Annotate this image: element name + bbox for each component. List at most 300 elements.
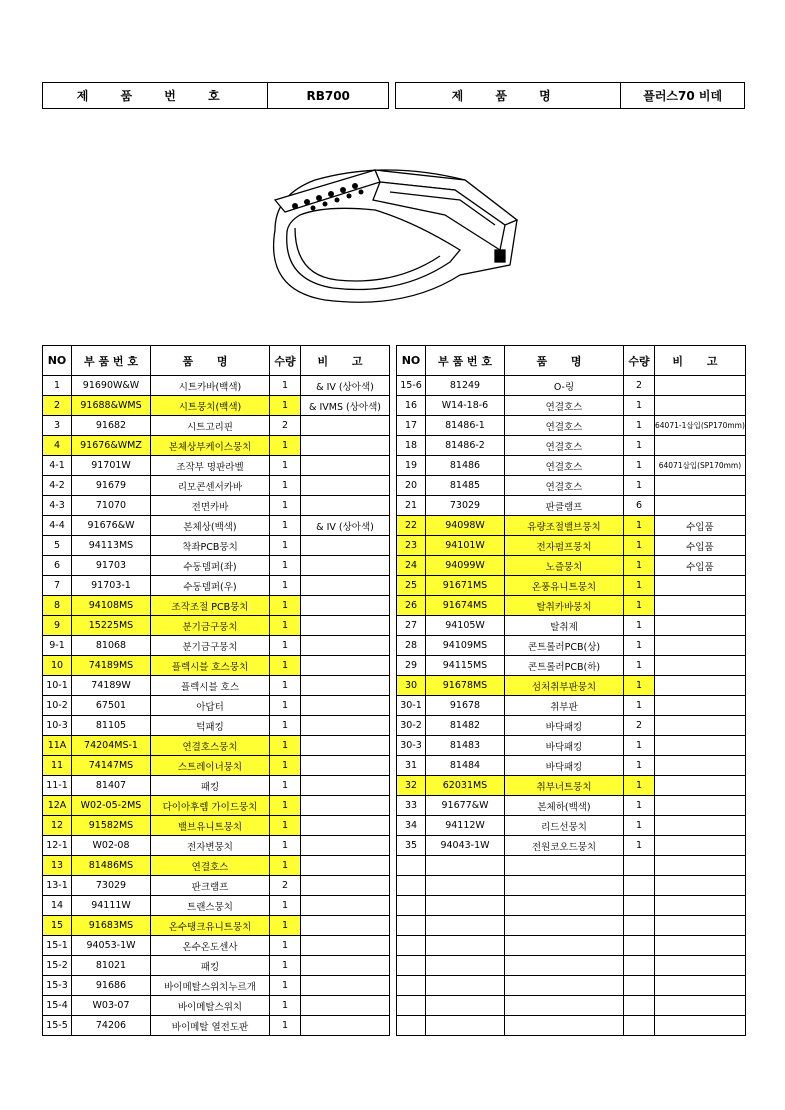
cell-part-no: 94113MS [72,536,151,556]
cell-remark [655,696,746,716]
cell-remark [655,636,746,656]
col-no: NO [397,346,426,376]
cell-no: 11 [43,756,72,776]
table-row [397,416,746,436]
cell-qty: 1 [624,556,655,576]
cell-remark [301,636,390,656]
cell-qty: 1 [624,536,655,556]
cell-qty: 1 [270,556,301,576]
cell-name [505,936,624,956]
cell-name: 취부판 [505,696,624,716]
cell-no: 23 [397,536,426,556]
cell-no: 30-2 [397,716,426,736]
cell-name: 패킹 [151,776,270,796]
cell-qty: 1 [624,596,655,616]
cell-remark [301,936,390,956]
cell-remark [301,416,390,436]
cell-name: 수동뎀퍼(우) [151,576,270,596]
cell-qty: 1 [624,696,655,716]
table-row [43,876,390,896]
cell-remark [301,456,390,476]
cell-remark: & IV (상아색) [301,376,390,396]
cell-remark [655,476,746,496]
cell-remark [655,396,746,416]
cell-name: 시트카바(백색) [151,376,270,396]
table-row [397,856,746,876]
cell-remark [655,576,746,596]
cell-no: 6 [43,556,72,576]
cell-no: 15 [43,916,72,936]
cell-name: 턱패킹 [151,716,270,736]
cell-part-no: 91679 [72,476,151,496]
cell-qty: 1 [624,396,655,416]
cell-remark [301,756,390,776]
cell-part-no [426,896,505,916]
table-row [397,656,746,676]
cell-remark [301,436,390,456]
cell-part-no: W14-18-6 [426,396,505,416]
cell-remark [655,596,746,616]
cell-remark [655,816,746,836]
cell-qty: 1 [624,836,655,856]
table-row [397,676,746,696]
cell-part-no: 73029 [426,496,505,516]
table-row [397,596,746,616]
cell-qty [624,1016,655,1036]
cell-no: 5 [43,536,72,556]
cell-qty: 1 [270,496,301,516]
cell-qty: 1 [624,656,655,676]
cell-qty: 2 [624,376,655,396]
cell-name: 밸브유니트뭉치 [151,816,270,836]
cell-remark [301,696,390,716]
table-row [43,436,390,456]
cell-no: 25 [397,576,426,596]
cell-remark [301,956,390,976]
cell-no: 7 [43,576,72,596]
cell-no: 3 [43,416,72,436]
cell-remark [655,756,746,776]
cell-remark [655,436,746,456]
cell-no: 21 [397,496,426,516]
cell-part-no: 71070 [72,496,151,516]
cell-part-no: 94109MS [426,636,505,656]
table-row [43,696,390,716]
table-row [397,916,746,936]
table-row [43,836,390,856]
cell-no: 19 [397,456,426,476]
table-row [397,796,746,816]
table-row [43,896,390,916]
cell-remark: 64071-1삽입(SP170mm) [655,416,746,436]
cell-part-no: 81486MS [72,856,151,876]
cell-name: 시트뭉치(백색) [151,396,270,416]
cell-part-no: 94112W [426,816,505,836]
cell-no: 4 [43,436,72,456]
cell-part-no: 91701W [72,456,151,476]
product-name-value: 플러스70 비데 [620,83,744,108]
cell-no: 34 [397,816,426,836]
cell-part-no [426,1016,505,1036]
table-row [397,376,746,396]
cell-part-no: 74189W [72,676,151,696]
cell-qty: 1 [270,936,301,956]
cell-remark [301,576,390,596]
cell-qty [624,876,655,896]
cell-qty: 1 [270,576,301,596]
cell-qty: 1 [270,716,301,736]
cell-qty: 1 [270,396,301,416]
cell-part-no: 91690W&W [72,376,151,396]
cell-name: 본체상(백색) [151,516,270,536]
cell-name: 유량조절밸브뭉치 [505,516,624,536]
cell-name [505,856,624,876]
cell-remark: 수입품 [655,556,746,576]
table-row [43,736,390,756]
cell-remark [301,536,390,556]
cell-part-no: 74147MS [72,756,151,776]
cell-qty: 1 [624,616,655,636]
table-row [43,556,390,576]
cell-remark: & IVMS (상아색) [301,396,390,416]
cell-name: 바이메탈스위치누르개 [151,976,270,996]
table-row [43,596,390,616]
cell-name: 전자펌프뭉치 [505,536,624,556]
table-row [43,776,390,796]
col-qty: 수량 [270,346,301,376]
cell-part-no: 81486-2 [426,436,505,456]
product-header [42,82,743,109]
table-row [43,796,390,816]
cell-no: 15-5 [43,1016,72,1036]
cell-part-no: 91674MS [426,596,505,616]
cell-remark [301,916,390,936]
cell-remark [301,676,390,696]
cell-qty: 2 [624,716,655,736]
cell-name: 플렉시블 호스뭉치 [151,656,270,676]
cell-part-no: 94105W [426,616,505,636]
cell-no: 17 [397,416,426,436]
table-row [397,756,746,776]
cell-part-no: 74204MS-1 [72,736,151,756]
cell-name: 연결호스 [505,436,624,456]
cell-part-no [426,956,505,976]
cell-part-no: 81021 [72,956,151,976]
col-remark: 비 고 [655,346,746,376]
cell-no: 26 [397,596,426,616]
table-row [43,536,390,556]
cell-remark [301,736,390,756]
col-name: 품 명 [505,346,624,376]
cell-no: 30 [397,676,426,696]
cell-part-no: 94098W [426,516,505,536]
cell-qty: 1 [624,416,655,436]
cell-remark [301,596,390,616]
cell-no: 12A [43,796,72,816]
cell-name: 콘트롤러PCB(하) [505,656,624,676]
cell-qty: 1 [270,536,301,556]
cell-part-no: W02-08 [72,836,151,856]
cell-remark [301,616,390,636]
cell-qty: 1 [270,896,301,916]
table-row [397,476,746,496]
cell-no: 2 [43,396,72,416]
cell-name: 트랜스뭉치 [151,896,270,916]
cell-qty: 1 [270,836,301,856]
cell-qty [624,996,655,1016]
cell-qty: 1 [270,776,301,796]
cell-qty [624,936,655,956]
cell-name: 전원코오드뭉치 [505,836,624,856]
cell-no: 28 [397,636,426,656]
cell-name: 판클램프 [505,496,624,516]
cell-part-no: 81483 [426,736,505,756]
cell-name: 플렉시블 호스 [151,676,270,696]
cell-remark [655,656,746,676]
cell-name: 연결호스 [505,476,624,496]
cell-name: 전자변뭉치 [151,836,270,856]
cell-part-no: 94115MS [426,656,505,676]
cell-name: 아답터 [151,696,270,716]
cell-qty: 1 [624,456,655,476]
cell-qty: 1 [270,916,301,936]
cell-remark [655,916,746,936]
table-row [397,616,746,636]
part-number-label: 제 품 번 호 [76,89,234,103]
table-row [43,756,390,776]
cell-remark [655,896,746,916]
table-row [43,616,390,636]
table-row [397,516,746,536]
cell-part-no: 91671MS [426,576,505,596]
cell-part-no: 91676&WMZ [72,436,151,456]
cell-name: 온수온도센사 [151,936,270,956]
cell-qty: 2 [270,416,301,436]
cell-part-no: 91678 [426,696,505,716]
table-row [397,996,746,1016]
cell-no [397,876,426,896]
cell-name [505,976,624,996]
cell-no [397,936,426,956]
cell-name: 바이메탈스위치 [151,996,270,1016]
cell-qty: 1 [270,996,301,1016]
cell-part-no: 81482 [426,716,505,736]
cell-name [505,896,624,916]
cell-remark [301,976,390,996]
cell-name: 바닥패킹 [505,756,624,776]
cell-no: 32 [397,776,426,796]
cell-part-no: 91677&W [426,796,505,816]
cell-qty: 1 [624,816,655,836]
cell-remark [301,896,390,916]
table-row [43,976,390,996]
table-row [43,856,390,876]
col-name: 품 명 [151,346,270,376]
cell-part-no [426,976,505,996]
table-row [397,716,746,736]
cell-name: 리모콘센서카바 [151,476,270,496]
cell-part-no: 94053-1W [72,936,151,956]
col-part-no: 부 품 번 호 [72,346,151,376]
cell-name: 스트레이너뭉치 [151,756,270,776]
cell-remark [301,876,390,896]
cell-no: 12-1 [43,836,72,856]
table-row [43,816,390,836]
cell-remark [655,796,746,816]
cell-qty: 1 [270,816,301,836]
cell-name: 바닥패킹 [505,716,624,736]
table-row [43,1016,390,1036]
cell-no: 15-3 [43,976,72,996]
cell-qty: 1 [270,636,301,656]
cell-name [505,1016,624,1036]
cell-remark [655,616,746,636]
cell-part-no [426,876,505,896]
cell-part-no: 81407 [72,776,151,796]
cell-name: 판크램프 [151,876,270,896]
cell-no: 35 [397,836,426,856]
cell-part-no: 81484 [426,756,505,776]
cell-part-no: 81485 [426,476,505,496]
table-row [43,456,390,476]
cell-no: 15-2 [43,956,72,976]
table-row [397,696,746,716]
cell-qty: 1 [270,856,301,876]
cell-no: 29 [397,656,426,676]
cell-remark [655,936,746,956]
cell-part-no [426,916,505,936]
cell-part-no [426,936,505,956]
cell-no [397,976,426,996]
cell-remark [301,796,390,816]
cell-no: 15-1 [43,936,72,956]
cell-part-no: 94099W [426,556,505,576]
cell-no: 9-1 [43,636,72,656]
col-qty: 수량 [624,346,655,376]
cell-part-no: 91678MS [426,676,505,696]
cell-name: 탈취카바뭉치 [505,596,624,616]
cell-name: 바닥패킹 [505,736,624,756]
part-number-box [42,82,389,109]
cell-part-no: 91676&W [72,516,151,536]
cell-name: 조작부 명판라벨 [151,456,270,476]
cell-name: 본체하(백색) [505,796,624,816]
bidet-illustration [255,150,525,310]
cell-remark [655,1016,746,1036]
cell-remark [655,676,746,696]
cell-no: 10-1 [43,676,72,696]
cell-remark: 수입품 [655,536,746,556]
table-row [43,956,390,976]
cell-no: 30-1 [397,696,426,716]
table-row [397,876,746,896]
cell-qty [624,976,655,996]
cell-part-no: 15225MS [72,616,151,636]
cell-qty: 1 [270,956,301,976]
cell-part-no: 91686 [72,976,151,996]
parts-table-left [42,345,390,1036]
cell-name: 연결호스 [151,856,270,876]
cell-name: 전면카바 [151,496,270,516]
table-row [397,436,746,456]
cell-name: 패킹 [151,956,270,976]
cell-name: 연결호스 [505,456,624,476]
cell-qty: 1 [624,636,655,656]
cell-no: 4-2 [43,476,72,496]
cell-qty [624,956,655,976]
cell-remark [301,816,390,836]
cell-part-no: 94101W [426,536,505,556]
cell-name: 취부너트뭉치 [505,776,624,796]
cell-qty: 1 [270,676,301,696]
cell-qty: 1 [624,516,655,536]
table-row [397,456,746,476]
cell-qty: 6 [624,496,655,516]
cell-part-no: 91582MS [72,816,151,836]
cell-remark [301,556,390,576]
cell-name: 연결호스 [505,396,624,416]
cell-no [397,996,426,1016]
col-no: NO [43,346,72,376]
cell-remark: 64071삽입(SP170mm) [655,456,746,476]
cell-qty: 1 [270,516,301,536]
cell-remark: & IV (상아색) [301,516,390,536]
cell-qty: 1 [270,456,301,476]
cell-name [505,956,624,976]
cell-name: 섬처취부판뭉치 [505,676,624,696]
cell-qty: 1 [270,656,301,676]
cell-name: 온수탱크유니트뭉치 [151,916,270,936]
cell-qty: 1 [270,976,301,996]
cell-remark [655,836,746,856]
cell-no [397,856,426,876]
table-row [43,916,390,936]
cell-part-no: 81105 [72,716,151,736]
cell-part-no: 91683MS [72,916,151,936]
cell-part-no: W03-07 [72,996,151,1016]
cell-qty [624,896,655,916]
cell-name: 콘트롤러PCB(상) [505,636,624,656]
table-row [397,1016,746,1036]
cell-part-no [426,996,505,1016]
cell-name: 연결호스 [505,416,624,436]
table-row [43,716,390,736]
part-number-value: RB700 [267,83,388,108]
table-row [397,776,746,796]
cell-remark [301,656,390,676]
cell-qty: 1 [270,476,301,496]
product-name-box [395,82,745,109]
cell-remark [301,856,390,876]
cell-remark [301,476,390,496]
cell-part-no: 81486 [426,456,505,476]
cell-qty: 2 [270,876,301,896]
cell-qty: 1 [270,736,301,756]
cell-no: 10-3 [43,716,72,736]
cell-remark [655,716,746,736]
cell-qty: 1 [270,756,301,776]
cell-name [505,916,624,936]
cell-no: 9 [43,616,72,636]
col-remark: 비 고 [301,346,390,376]
cell-qty: 1 [270,376,301,396]
cell-no: 4-4 [43,516,72,536]
cell-no: 18 [397,436,426,456]
cell-part-no: 74206 [72,1016,151,1036]
cell-name: 시트고리핀 [151,416,270,436]
cell-name: 바이메탈 열전도판 [151,1016,270,1036]
col-part-no: 부 품 번 호 [426,346,505,376]
